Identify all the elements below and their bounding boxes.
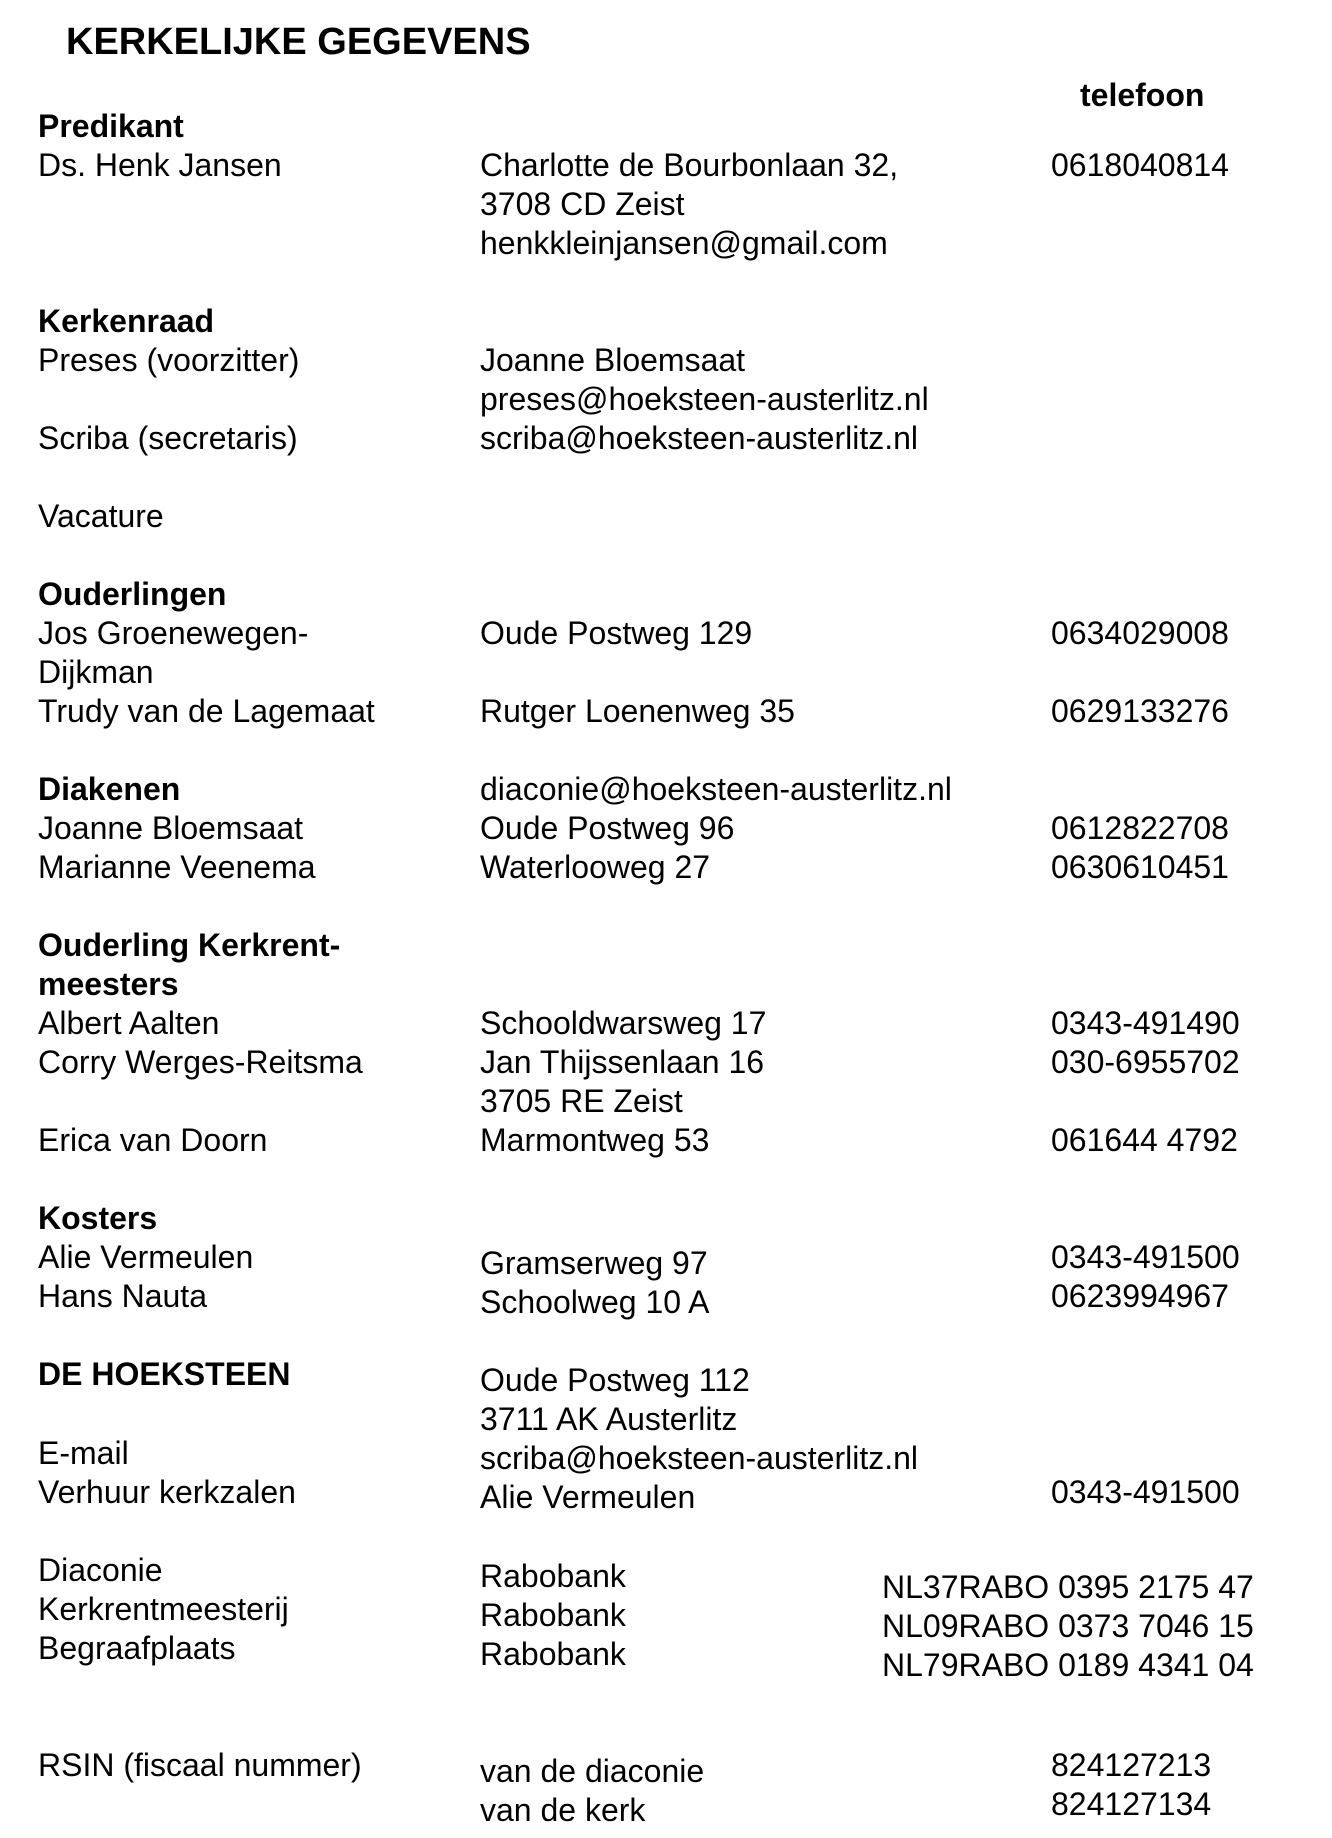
vacature-label: Vacature bbox=[38, 498, 164, 534]
diakenen-email: diaconie@hoeksteen-austerlitz.nl bbox=[480, 771, 952, 807]
ouderling-name-line1: Jos Groenewegen- bbox=[38, 615, 309, 651]
ouderling-phone: 0629133276 bbox=[1051, 693, 1229, 729]
verhuur-label: Verhuur kerkzalen bbox=[38, 1474, 296, 1510]
section-heading-kosters: Kosters bbox=[38, 1200, 158, 1236]
koster-name: Alie Vermeulen bbox=[38, 1239, 254, 1275]
rsin-kerk-label: van de kerk bbox=[480, 1792, 646, 1828]
rsin-diaconie-label: van de diaconie bbox=[480, 1753, 705, 1789]
kerkrentmeester-phone: 030-6955702 bbox=[1051, 1044, 1240, 1080]
scriba-label: Scriba (secretaris) bbox=[38, 420, 298, 456]
preses-name: Joanne Bloemsaat bbox=[480, 342, 746, 378]
section-heading-diakenen: Diakenen bbox=[38, 771, 181, 807]
diaken-address: Oude Postweg 96 bbox=[480, 810, 735, 846]
diaken-phone: 0612822708 bbox=[1051, 810, 1229, 846]
diaken-name: Joanne Bloemsaat bbox=[38, 810, 304, 846]
rsin-diaconie-number: 824127213 bbox=[1051, 1747, 1212, 1783]
kerkrentmeester-name: Albert Aalten bbox=[38, 1005, 220, 1041]
koster-name: Hans Nauta bbox=[38, 1278, 207, 1314]
section-heading-predikant: Predikant bbox=[38, 108, 184, 144]
ouderling-name-line2: Dijkman bbox=[38, 654, 154, 690]
bank-name: Rabobank bbox=[480, 1558, 626, 1594]
bank-iban: NL37RABO 0395 2175 47 bbox=[882, 1569, 1254, 1605]
predikant-phone: 0618040814 bbox=[1051, 147, 1229, 183]
bank-label: Diaconie bbox=[38, 1552, 163, 1588]
ouderling-name: Trudy van de Lagemaat bbox=[38, 693, 375, 729]
predikant-address-line1: Charlotte de Bourbonlaan 32, bbox=[480, 147, 899, 183]
verhuur-phone: 0343-491500 bbox=[1051, 1474, 1240, 1510]
preses-email: preses@hoeksteen-austerlitz.nl bbox=[480, 381, 929, 417]
bank-label: Begraafplaats bbox=[38, 1630, 236, 1666]
hoeksteen-address-line2: 3711 AK Austerlitz bbox=[480, 1401, 738, 1437]
section-heading-kerkrentmeesters-line1: Ouderling Kerkrent- bbox=[38, 927, 341, 963]
hoeksteen-address-line1: Oude Postweg 112 bbox=[480, 1362, 750, 1398]
bank-iban: NL09RABO 0373 7046 15 bbox=[882, 1608, 1254, 1644]
hoeksteen-email-label: E-mail bbox=[38, 1435, 129, 1471]
bank-name: Rabobank bbox=[480, 1636, 626, 1672]
hoeksteen-email: scriba@hoeksteen-austerlitz.nl bbox=[480, 1440, 919, 1476]
kerkrentmeester-address: Jan Thijssenlaan 16 bbox=[480, 1044, 765, 1080]
bank-label: Kerkrentmeesterij bbox=[38, 1591, 289, 1627]
kerkrentmeester-name: Corry Werges-Reitsma bbox=[38, 1044, 363, 1080]
predikant-address-line2: 3708 CD Zeist bbox=[480, 186, 685, 222]
section-heading-kerkenraad: Kerkenraad bbox=[38, 303, 215, 339]
diaken-address: Waterlooweg 27 bbox=[480, 849, 711, 885]
predikant-email: henkkleinjansen@gmail.com bbox=[480, 225, 888, 261]
scriba-email: scriba@hoeksteen-austerlitz.nl bbox=[480, 420, 919, 456]
preses-label: Preses (voorzitter) bbox=[38, 342, 300, 378]
diaken-phone: 0630610451 bbox=[1051, 849, 1229, 885]
rsin-label: RSIN (fiscaal nummer) bbox=[38, 1747, 362, 1783]
kerkrentmeester-name: Erica van Doorn bbox=[38, 1122, 268, 1158]
koster-address: Schoolweg 10 A bbox=[480, 1284, 710, 1320]
section-heading-kerkrentmeesters-line2: meesters bbox=[38, 966, 179, 1002]
bank-iban: NL79RABO 0189 4341 04 bbox=[882, 1647, 1254, 1683]
section-heading-hoeksteen: DE HOEKSTEEN bbox=[38, 1356, 291, 1392]
koster-address: Gramserweg 97 bbox=[480, 1245, 708, 1281]
kerkrentmeester-address: Marmontweg 53 bbox=[480, 1122, 710, 1158]
rsin-kerk-number: 824127134 bbox=[1051, 1786, 1212, 1822]
phone-column-header: telefoon bbox=[1080, 77, 1205, 113]
kerkrentmeester-address-line2: 3705 RE Zeist bbox=[480, 1083, 683, 1119]
koster-phone: 0623994967 bbox=[1051, 1278, 1229, 1314]
page-title: KERKELIJKE GEGEVENS bbox=[66, 21, 531, 63]
bank-name: Rabobank bbox=[480, 1597, 626, 1633]
verhuur-name: Alie Vermeulen bbox=[480, 1479, 696, 1515]
kerkrentmeester-phone: 0343-491490 bbox=[1051, 1005, 1240, 1041]
predikant-name: Ds. Henk Jansen bbox=[38, 147, 282, 183]
kerkrentmeester-phone: 061644 4792 bbox=[1051, 1122, 1238, 1158]
ouderling-address: Oude Postweg 129 bbox=[480, 615, 753, 651]
koster-phone: 0343-491500 bbox=[1051, 1239, 1240, 1275]
ouderling-address: Rutger Loenenweg 35 bbox=[480, 693, 795, 729]
section-heading-ouderlingen: Ouderlingen bbox=[38, 576, 227, 612]
kerkrentmeester-address: Schooldwarsweg 17 bbox=[480, 1005, 767, 1041]
ouderling-phone: 0634029008 bbox=[1051, 615, 1229, 651]
diaken-name: Marianne Veenema bbox=[38, 849, 316, 885]
